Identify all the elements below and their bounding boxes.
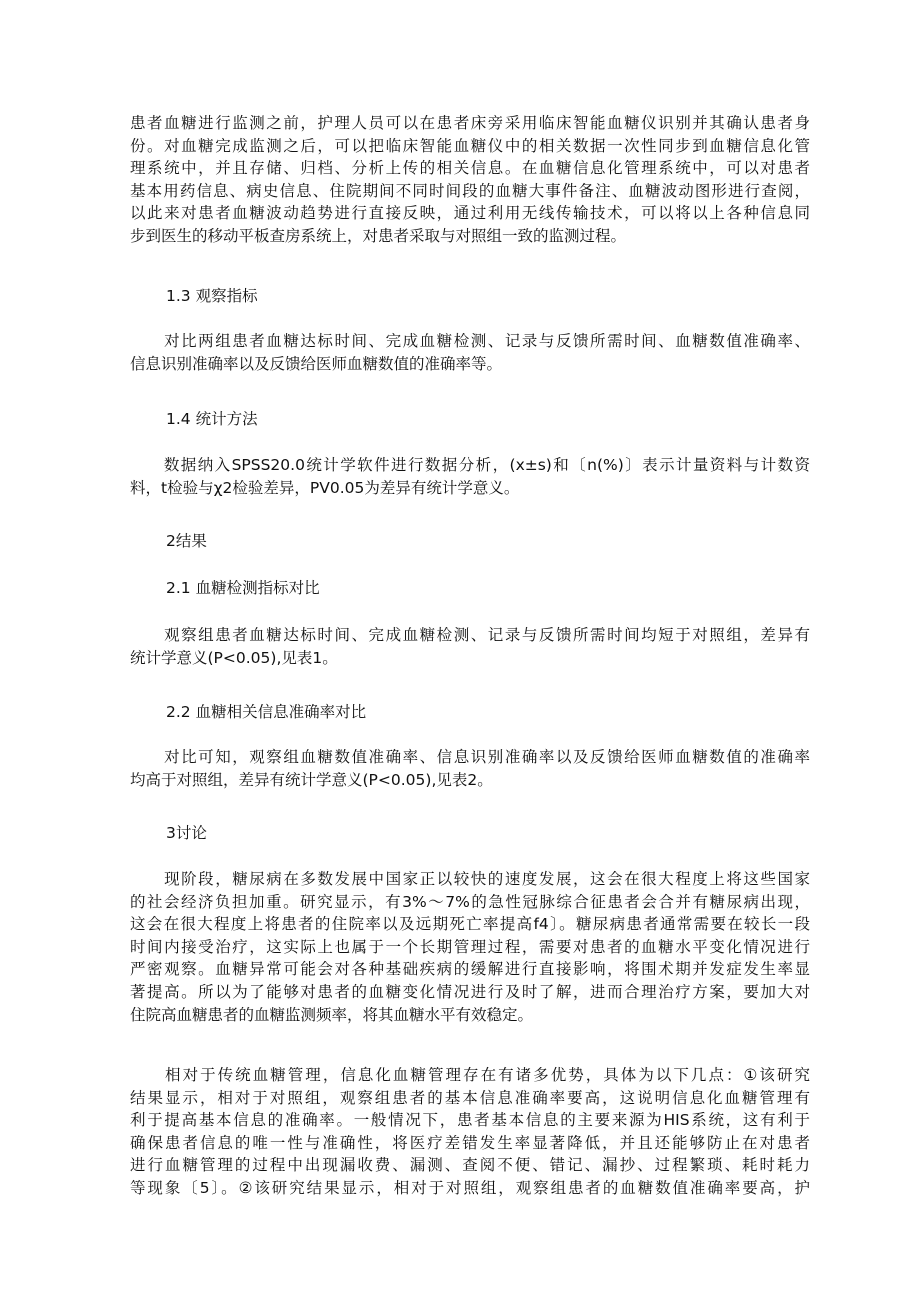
paragraph-glucose-indicators bbox=[130, 624, 810, 669]
paragraph-statistical-methods bbox=[130, 454, 810, 499]
text-line: 份。对血糖完成监测之后，可以把临床智能血糖仪中的相关数据一次性同步到血糖信息化管 bbox=[130, 136, 810, 155]
text-line: 均高于对照组，差异有统计学意义(P<0.05),见表2。 bbox=[130, 770, 493, 789]
text-line: 的社会经济负担加重。研究显示，有3%～7%的急性冠脉综合征患者会合并有糖尿病出现， bbox=[130, 892, 810, 911]
text-line: 进行血糖管理的过程中出现漏收费、漏测、查阅不便、错记、漏抄、过程繁琐、耗时耗力 bbox=[130, 1156, 810, 1175]
text-line: 结果显示，相对于对照组，观察组患者的基本信息准确率要高，这说明信息化血糖管理有 bbox=[130, 1088, 810, 1107]
section-heading-3: 3讨论 bbox=[166, 824, 207, 842]
paragraph-monitoring-process bbox=[130, 112, 810, 248]
text-line: 料，t检验与χ2检验差异，PV0.05为差异有统计学意义。 bbox=[130, 478, 520, 497]
text-line: 患者血糖进行监测之前，护理人员可以在患者床旁采用临床智能血糖仪识别并其确认患者身 bbox=[130, 114, 810, 132]
text-line: 住院高血糖患者的血糖监测频率，将其血糖水平有效稳定。 bbox=[130, 1005, 534, 1024]
text-line: 理系统中，并且存储、归档、分析上传的相关信息。在血糖信息化管理系统中，可以对患者 bbox=[130, 159, 810, 178]
text-line: 对比可知，观察组血糖数值准确率、信息识别准确率以及反馈给医师血糖数值的准确率 bbox=[130, 748, 810, 766]
paragraph-observation-indicators bbox=[130, 330, 810, 375]
paragraph-discussion-1 bbox=[130, 868, 810, 1026]
text-line: 观察组患者血糖达标时间、完成血糖检测、记录与反馈所需时间均短于对照组，差异有 bbox=[130, 626, 810, 644]
text-line: 基本用药信息、病史信息、住院期间不同时间段的血糖大事件备注、血糖波动图形进行查阅， bbox=[130, 181, 810, 200]
text-line: 数据纳入SPSS20.0统计学软件进行数据分析，(x±s)和〔n(%)〕表示计量资料与计数资 bbox=[130, 456, 810, 474]
text-line: 对比两组患者血糖达标时间、完成血糖检测、记录与反馈所需时间、血糖数值准确率、 bbox=[130, 332, 810, 350]
section-heading-2: 2结果 bbox=[166, 532, 207, 550]
paragraph-accuracy-comparison bbox=[130, 746, 810, 791]
section-heading-1-3: 1.3 观察指标 bbox=[166, 287, 258, 305]
text-line: 步到医生的移动平板查房系统上，对患者采取与对照组一致的监测过程。 bbox=[130, 226, 627, 245]
text-line: 这会在很大程度上将患者的住院率以及远期死亡率提高f4〕。糖尿病患者通常需要在较长一段 bbox=[130, 915, 810, 934]
section-heading-1-4: 1.4 统计方法 bbox=[166, 410, 258, 428]
text-line: 信息识别准确率以及反馈给医师血糖数值的准确率等。 bbox=[130, 354, 503, 373]
text-line: 统计学意义(P<0.05),见表1。 bbox=[130, 648, 338, 667]
text-line: 著提高。所以为了能够对患者的血糖变化情况进行及时了解，进而合理治疗方案，要加大对 bbox=[130, 982, 810, 1001]
text-line: 相对于传统血糖管理，信息化血糖管理存在有诸多优势，具体为以下几点：①该研究 bbox=[130, 1066, 810, 1084]
text-line: 时间内接受治疗，这实际上也属于一个长期管理过程，需要对患者的血糖水平变化情况进行 bbox=[130, 937, 810, 956]
text-line: 严密观察。血糖异常可能会对各种基础疾病的缓解进行直接影响，将围术期并发症发生率显 bbox=[130, 960, 810, 979]
paragraph-discussion-2 bbox=[130, 1064, 810, 1200]
text-line: 等现象〔5〕。②该研究结果显示，相对于对照组，观察组患者的血糖数值准确率要高，护 bbox=[130, 1178, 810, 1197]
text-line: 利于提高基本信息的准确率。一般情况下，患者基本信息的主要来源为HIS系统，这有利于 bbox=[130, 1111, 810, 1130]
text-line: 以此来对患者血糖波动趋势进行直接反映，通过利用无线传输技术，可以将以上各种信息同 bbox=[130, 204, 810, 223]
section-heading-2-1: 2.1 血糖检测指标对比 bbox=[166, 579, 320, 597]
section-heading-2-2: 2.2 血糖相关信息准确率对比 bbox=[166, 703, 367, 721]
text-line: 现阶段，糖尿病在多数发展中国家正以较快的速度发展，这会在很大程度上将这些国家 bbox=[130, 870, 810, 888]
text-line: 确保患者信息的唯一性与准确性，将医疗差错发生率显著降低，并且还能够防止在对患者 bbox=[130, 1133, 810, 1152]
